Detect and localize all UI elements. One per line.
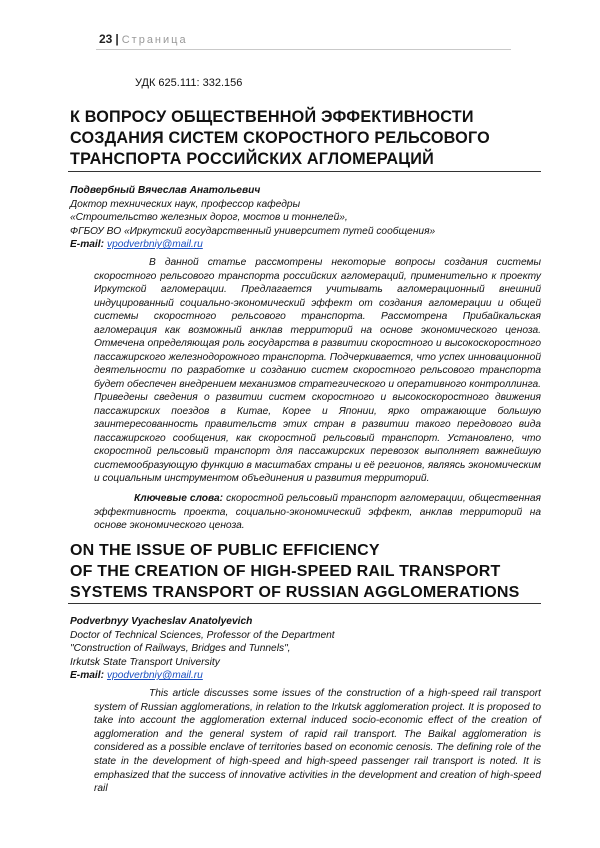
affiliation-line: Irkutsk State Transport University — [70, 656, 220, 668]
running-header — [99, 32, 188, 46]
abstract-ru: В данной статье рассмотрены некоторые вопросы создания системы скоростного рельсового транспорта российских агломераций, применительно к проекту Иркутской агломерации. Предлагается учитывать агломерационный внешний индуцированный социально-экономический эффект от создания агломерации и общей системы скоростного рельсового транспорта. Рассмотрена Прибайкальская агломерация как возможный анклав территорий на основе экономического ценоза. Отмечена определяющая роль государства в развитии скоростного и высокоскоростного пассажирского железнодорожного транспорта. Подчеркивается, что успех инновационной деятельности по разработке и созданию систем скоростного рельсового транспорта будет обеспечен внедрением механизмов стратегического и оперативного контроллинга. Приведены сведения о развитии систем скоростного и высокоскоростного движения пассажирских поездов в Китае, Корее и Японии, ярко отражающие большую заинтересованность правительств этих стран в развитии такого передового вида пассажирского сообщения, как скоростной рельсовый транспорт. Установлено, что скоростной рельсовый транспорт для пассажирских перевозок выполняет важнейшую системообразующую функцию в масштабах страны и её регионов, являясь экономическим и социальным инструментом объединения и развития территорий. — [94, 257, 541, 484]
author-block-en — [70, 615, 540, 683]
header-rule — [96, 49, 511, 50]
affiliation-line: ФГБОУ ВО «Иркутский государственный университет путей сообщения» — [70, 225, 436, 237]
author-name-en: Podverbnyy Vyacheslav Anatolyevich — [70, 616, 253, 627]
affiliation-line: "Construction of Railways, Bridges and Tunnels", — [70, 643, 291, 655]
title-ru-line: ТРАНСПОРТА РОССИЙСКИХ АГЛОМЕРАЦИЙ — [70, 150, 434, 168]
page-number: 23 — [99, 32, 113, 46]
page-word: Страница — [121, 34, 188, 46]
email-label-ru: E-mail: — [70, 239, 104, 251]
email-link-ru[interactable]: vpodverbniy@mail.ru — [106, 239, 203, 251]
affiliation-line: Doctor of Technical Sciences, Professor of the Department — [70, 629, 335, 641]
title-en-line: SYSTEMS TRANSPORT OF RUSSIAN AGGLOMERATIONS — [70, 584, 520, 601]
title-en-underline — [68, 603, 541, 604]
title-ru-line: СОЗДАНИЯ СИСТЕМ СКОРОСТНОГО РЕЛЬСОВОГО — [70, 129, 490, 147]
title-en-line: OF THE CREATION OF HIGH-SPEED RAIL TRANSPORT — [70, 563, 501, 580]
title-ru — [70, 107, 550, 170]
title-en-line: ON THE ISSUE OF PUBLIC EFFICIENCY — [70, 542, 380, 559]
udk-code: УДК 625.111: 332.156 — [135, 77, 243, 89]
author-name-ru: Подвербный Вячеслав Анатольевич — [70, 185, 261, 196]
email-link-en[interactable]: vpodverbniy@mail.ru — [106, 670, 203, 682]
title-ru-underline — [68, 171, 541, 172]
header-separator: | — [115, 32, 119, 46]
abstract-en: This article discusses some issues of the construction of a high-speed rail transport system of Russian agglomerations, in relation to the Irkutsk agglomeration project. It is proposed to take into account the agglomeration external induced socio-economic effect of the creation of agglomeration and the general system of rapid rail transport. The Baikal agglomeration is considered as a possible enclave of territories based on economic cenosis. The defining role of the state in the development of high-speed and high-speed passenger rail transport is noted. It is emphasized that the success of innovative activities in the development and creation of high-speed rail — [94, 688, 541, 795]
title-ru-line: К ВОПРОСУ ОБЩЕСТВЕННОЙ ЭФФЕКТИВНОСТИ — [70, 108, 474, 126]
affiliation-line: Доктор технических наук, профессор кафедры — [70, 198, 301, 210]
title-en — [70, 540, 550, 603]
keywords-ru — [94, 492, 541, 533]
affiliation-line: «Строительство железных дорог, мостов и тоннелей», — [70, 212, 348, 224]
email-label-en: E-mail: — [70, 670, 104, 682]
keywords-text: скоростной рельсовый транспорт агломерации, общественная эффективность проекта, социально-экономический эффект, анклав территорий на основе экономического ценоза. — [94, 493, 541, 531]
author-block-ru — [70, 184, 540, 252]
keywords-label: Ключевые слова: — [134, 493, 224, 504]
